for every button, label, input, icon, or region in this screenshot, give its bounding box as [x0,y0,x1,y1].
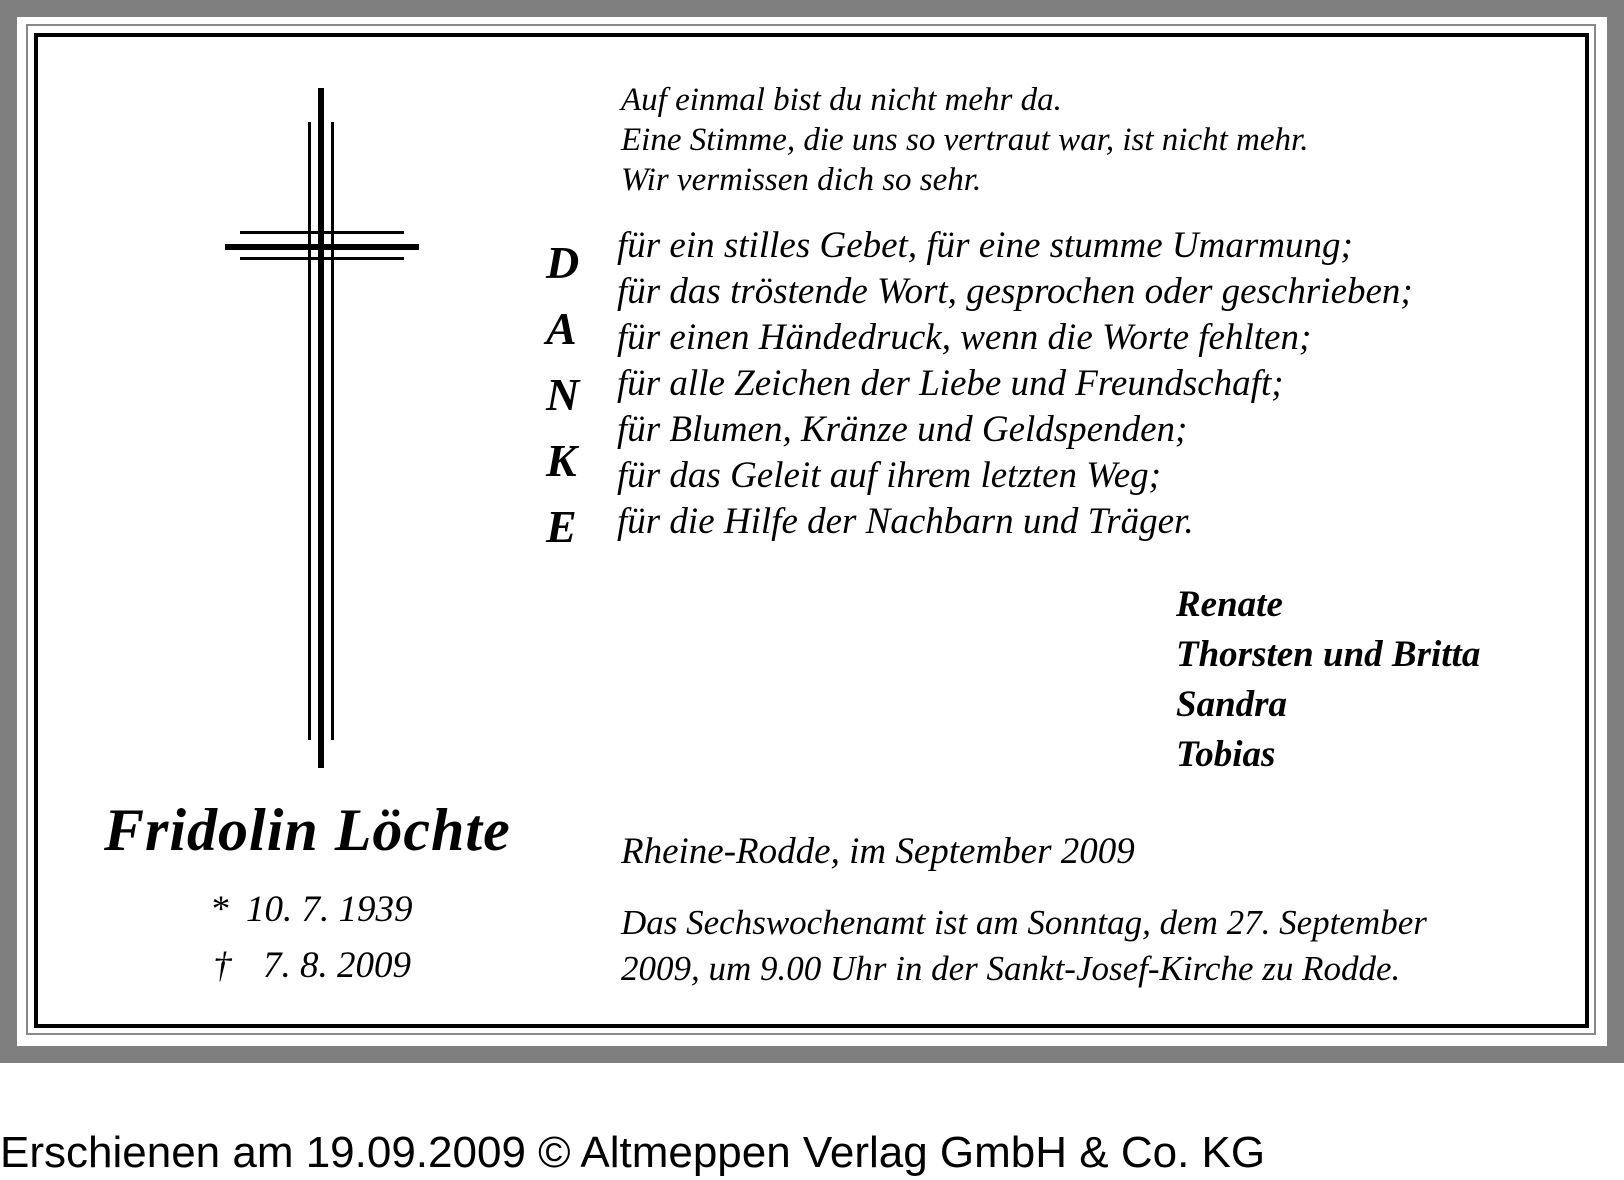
deceased-name: Fridolin Löchte [104,797,511,863]
danke-letter: D [546,237,580,288]
intro-line: Wir vermissen dich so sehr. [621,162,982,198]
signer-name: Sandra [1176,684,1288,725]
dagger-icon: † [213,945,232,986]
death-date-line [213,944,411,987]
intro-verse [621,80,1308,200]
place-date: Rheine-Rodde, im September 2009 [621,831,1135,872]
thanks-line: für einen Händedruck, wenn die Worte fehlten; [617,317,1312,358]
service-notice [621,900,1427,992]
service-line: Das Sechswochenamt ist am Sonntag, dem 27. September [621,903,1427,942]
thanks-line: für Blumen, Kränze und Geldspenden; [617,409,1188,450]
thanks-line: für die Hilfe der Nachbarn und Träger. [617,501,1194,542]
birth-date-line [210,888,413,931]
service-line: 2009, um 9.00 Uhr in der Sankt-Josef-Kirche zu Rodde. [621,949,1401,988]
signer-name: Renate [1176,584,1283,625]
danke-letter: E [546,501,577,552]
thanks-line: für das Geleit auf ihrem letzten Weg; [617,455,1161,496]
thanks-list [617,223,1413,545]
cross-icon [0,0,460,780]
thanks-line: für das tröstende Wort, gesprochen oder geschrieben; [617,271,1413,312]
intro-line: Auf einmal bist du nicht mehr da. [621,82,1062,118]
danke-letter: A [546,303,577,354]
danke-letter: K [546,435,577,486]
signer-name: Thorsten und Britta [1176,634,1481,675]
birth-symbol: * [210,889,229,930]
intro-line: Eine Stimme, die uns so vertraut war, ist nicht mehr. [621,122,1309,158]
death-date: 7. 8. 2009 [263,945,411,986]
danke-acrostic [546,230,579,560]
signer-name: Tobias [1176,734,1276,775]
birth-date: 10. 7. 1939 [246,889,413,930]
thanks-line: für alle Zeichen der Liebe und Freundschaft; [617,363,1284,404]
family-signers [1176,580,1480,780]
publication-footer: Erschienen am 19.09.2009 © Altmeppen Verlag GmbH & Co. KG [0,1128,1266,1177]
danke-letter: N [546,369,580,420]
thanks-line: für ein stilles Gebet, für eine stumme Umarmung; [617,225,1353,266]
